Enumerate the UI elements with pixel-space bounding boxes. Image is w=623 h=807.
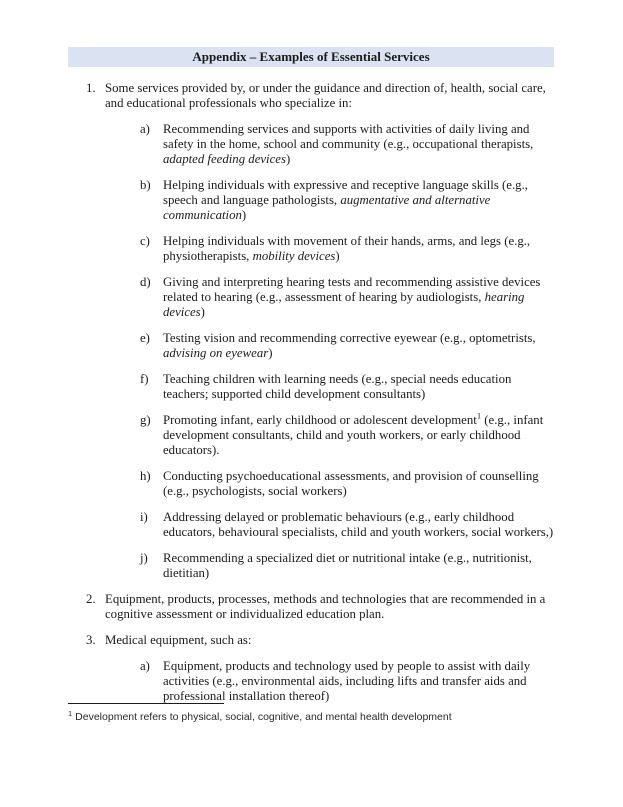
list-item-number: 1. <box>86 81 96 95</box>
footnote-text-line <box>68 708 554 724</box>
footnote-ref: 1 <box>476 410 482 421</box>
sub-item-text <box>163 275 554 320</box>
list-item-text: Equipment, products, processes, methods and technologies that are recommended in a cognitive assessment or individualized education plan. <box>105 592 546 621</box>
text-run: Helping individuals with expressive and receptive language skills (e.g., speech and language pathologists, <box>163 178 528 207</box>
list-item-text: Some services provided by, or under the guidance and direction of, health, social care, and educational professionals who specialize in: <box>105 81 546 110</box>
text-run: ) <box>335 249 340 263</box>
text-run: Helping individuals with movement of their hands, arms, and legs (e.g., physiotherapists, <box>163 234 531 263</box>
list-item-text: Medical equipment, such as: <box>105 633 252 647</box>
sub-item-c <box>140 234 554 264</box>
sub-item-marker: b) <box>140 178 151 192</box>
text-run-italic: augmentative and alternative communication <box>163 193 491 222</box>
text-run: Recommending a specialized diet or nutritional intake (e.g., nutritionist, dietitian) <box>163 551 532 580</box>
list-item-number: 3. <box>86 633 96 647</box>
footnote <box>68 703 554 724</box>
text-run-italic: mobility devices <box>252 249 336 263</box>
page-content <box>68 47 554 715</box>
sub-item-g <box>140 410 554 458</box>
sub-item-b <box>140 178 554 223</box>
footnote-separator <box>68 703 224 704</box>
sub-item-text <box>163 659 554 704</box>
text-run: ) <box>285 152 291 166</box>
list-item-number: 2. <box>86 592 96 606</box>
sub-item-a <box>140 122 554 167</box>
text-run: (e.g., infant development consultants, child and youth workers, or early childhood educators). <box>163 413 544 457</box>
sub-item-marker: i) <box>140 510 148 524</box>
text-run: ) <box>200 305 205 319</box>
sub-item-marker: g) <box>140 413 151 427</box>
sub-item-marker: c) <box>140 234 150 248</box>
sub-item-marker: h) <box>140 469 151 483</box>
sub-item-marker: e) <box>140 331 150 345</box>
text-run-italic: hearing devices <box>163 290 525 319</box>
text-run: Teaching children with learning needs (e.g., special needs education teachers; supported child development consultants) <box>163 372 512 401</box>
sub-item-text <box>163 372 554 402</box>
text-run: Testing vision and recommending corrective eyewear (e.g., optometrists, <box>163 331 536 345</box>
sub-item-text <box>163 469 554 499</box>
sub-item-i <box>140 510 554 540</box>
sub-item-marker: d) <box>140 275 151 289</box>
sub-item-text <box>163 122 554 167</box>
text-run: ) <box>241 208 247 222</box>
sub-item-3a <box>140 659 554 704</box>
sub-item-marker: j) <box>140 551 148 565</box>
text-run: Giving and interpreting hearing tests and recommending assistive devices related to hearing (e.g., assessment of hearing by audiologists, <box>163 275 541 304</box>
sub-item-text <box>163 410 554 458</box>
text-run: Conducting psychoeducational assessments, and provision of counselling (e.g., psychologists, social workers) <box>163 469 539 498</box>
text-run: Equipment, products and technology used by people to assist with daily activities (e.g., environmental aids, including lifts and transfer aids and professional installation thereof) <box>163 659 531 703</box>
list-item-1 <box>86 81 554 111</box>
sub-item-text <box>163 331 554 361</box>
sub-item-h <box>140 469 554 499</box>
sub-item-d <box>140 275 554 320</box>
sub-item-j <box>140 551 554 581</box>
appendix-title: Appendix – Examples of Essential Services <box>68 47 554 67</box>
text-run: Recommending services and supports with activities of daily living and safety in the home, school and community (e.g., occupational therapists, <box>163 122 534 151</box>
list-item-2 <box>86 592 554 622</box>
text-run-italic: adapted feeding devices <box>163 152 286 166</box>
sub-item-e <box>140 331 554 361</box>
text-run: Promoting infant, early childhood or adolescent development <box>163 413 477 427</box>
sub-item-marker: f) <box>140 372 149 386</box>
text-run: ) <box>268 346 273 360</box>
footnote-text: Development refers to physical, social, cognitive, and mental health development <box>75 711 452 723</box>
sub-item-text <box>163 510 554 540</box>
sub-item-marker: a) <box>140 659 150 673</box>
footnote-marker: 1 <box>68 708 73 718</box>
text-run: Addressing delayed or problematic behaviours (e.g., early childhood educators, behavioural specialists, child and youth workers, social workers,) <box>163 510 554 539</box>
text-run-italic: advising on eyewear <box>163 346 269 360</box>
sub-item-text <box>163 551 554 581</box>
sub-item-marker: a) <box>140 122 150 136</box>
list-item-3 <box>86 633 554 648</box>
sub-item-text <box>163 234 554 264</box>
sub-item-text <box>163 178 554 223</box>
sub-item-f <box>140 372 554 402</box>
